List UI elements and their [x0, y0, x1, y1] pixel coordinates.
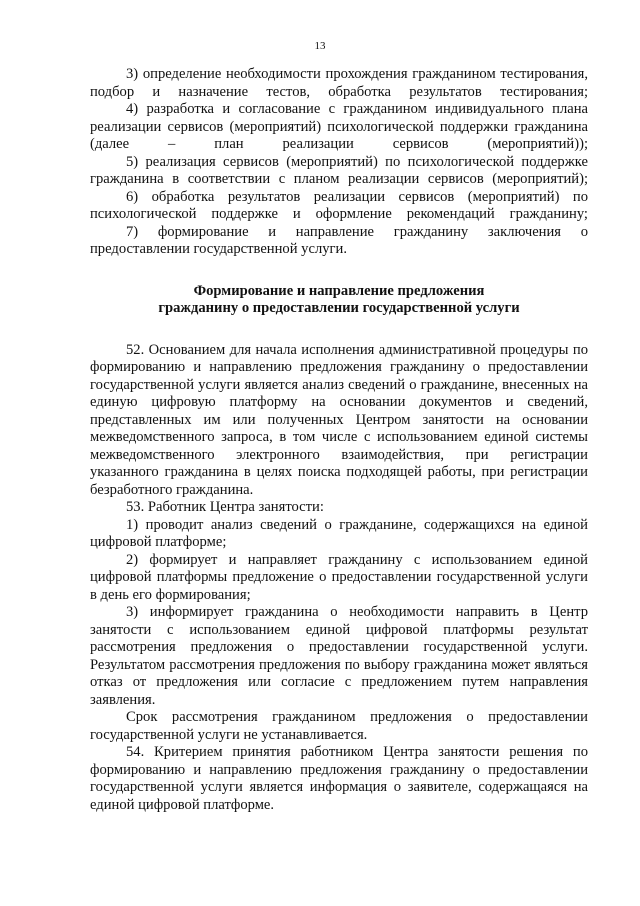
page-number: 13 [314, 40, 326, 52]
paragraph-deadline: Срок рассмотрения гражданином предложения о предоставлении государственной услуги не устанавливается. [90, 709, 588, 743]
list-item-5: 5) реализация сервисов (мероприятий) по психологической поддержке гражданина в соответствии с планом реализации сервисов (мероприятий); [90, 153, 588, 187]
paragraph-53-item-3: 3) информирует гражданина о необходимости направить в Центр занятости с использованием единой цифровой платформы результат рассмотрения предложения о предоставлении государственной услуги. Результатом рассмотрения предложения по выбору гражданина может являться отказ от предложения или согласие с предложением путем направления заявления. [90, 604, 588, 708]
section-heading [90, 283, 588, 318]
paragraph-53: 53. Работник Центра занятости: [126, 499, 324, 515]
list-item-3: 3) определение необходимости прохождения гражданином тестирования, подбор и назначение тестов, обработка результатов тестирования; [90, 66, 588, 100]
paragraph-52: 52. Основанием для начала исполнения административной процедуры по формированию и направлению предложения гражданину о предоставлении государственной услуги является анализ сведений о гражданине, внесенных на единую цифровую платформу на основании документов и сведений, представленных им или полученных Центром занятости на основании межведомственного запроса, в том числе с использованием единой системы межведомственного электронного взаимодействия, при регистрации указанного гражданина в целях поиска подходящей работы, при регистрации безработного гражданина. [90, 341, 588, 498]
document-body [90, 66, 588, 814]
list-item-4: 4) разработка и согласование с гражданином индивидуального плана реализации сервисов (мероприятий) психологической поддержки гражданина (далее – план реализации сервисов (мероприятий)); [90, 101, 588, 152]
list-item-7: 7) формирование и направление гражданину заключения о предоставлении государственной услуги. [90, 223, 588, 257]
paragraph-53-item-1: 1) проводит анализ сведений о гражданине, содержащихся на единой цифровой платформе; [90, 516, 588, 550]
section-heading-line-1: Формирование и направление предложения [193, 282, 485, 299]
paragraph-54: 54. Критерием принятия работником Центра занятости решения по формированию и направлению предложения гражданину о предоставлении государственной услуги является информация о заявителе, содержащаяся на единой цифровой платформе. [90, 744, 588, 813]
list-item-6: 6) обработка результатов реализации сервисов (мероприятий) по психологической поддержке и оформление рекомендаций гражданину; [90, 188, 588, 222]
paragraph-53-item-2: 2) формирует и направляет гражданину с использованием единой цифровой платформы предложение о предоставлении государственной услуги в день его формирования; [90, 551, 588, 603]
section-heading-line-2: гражданину о предоставлении государственной услуги [158, 300, 520, 316]
